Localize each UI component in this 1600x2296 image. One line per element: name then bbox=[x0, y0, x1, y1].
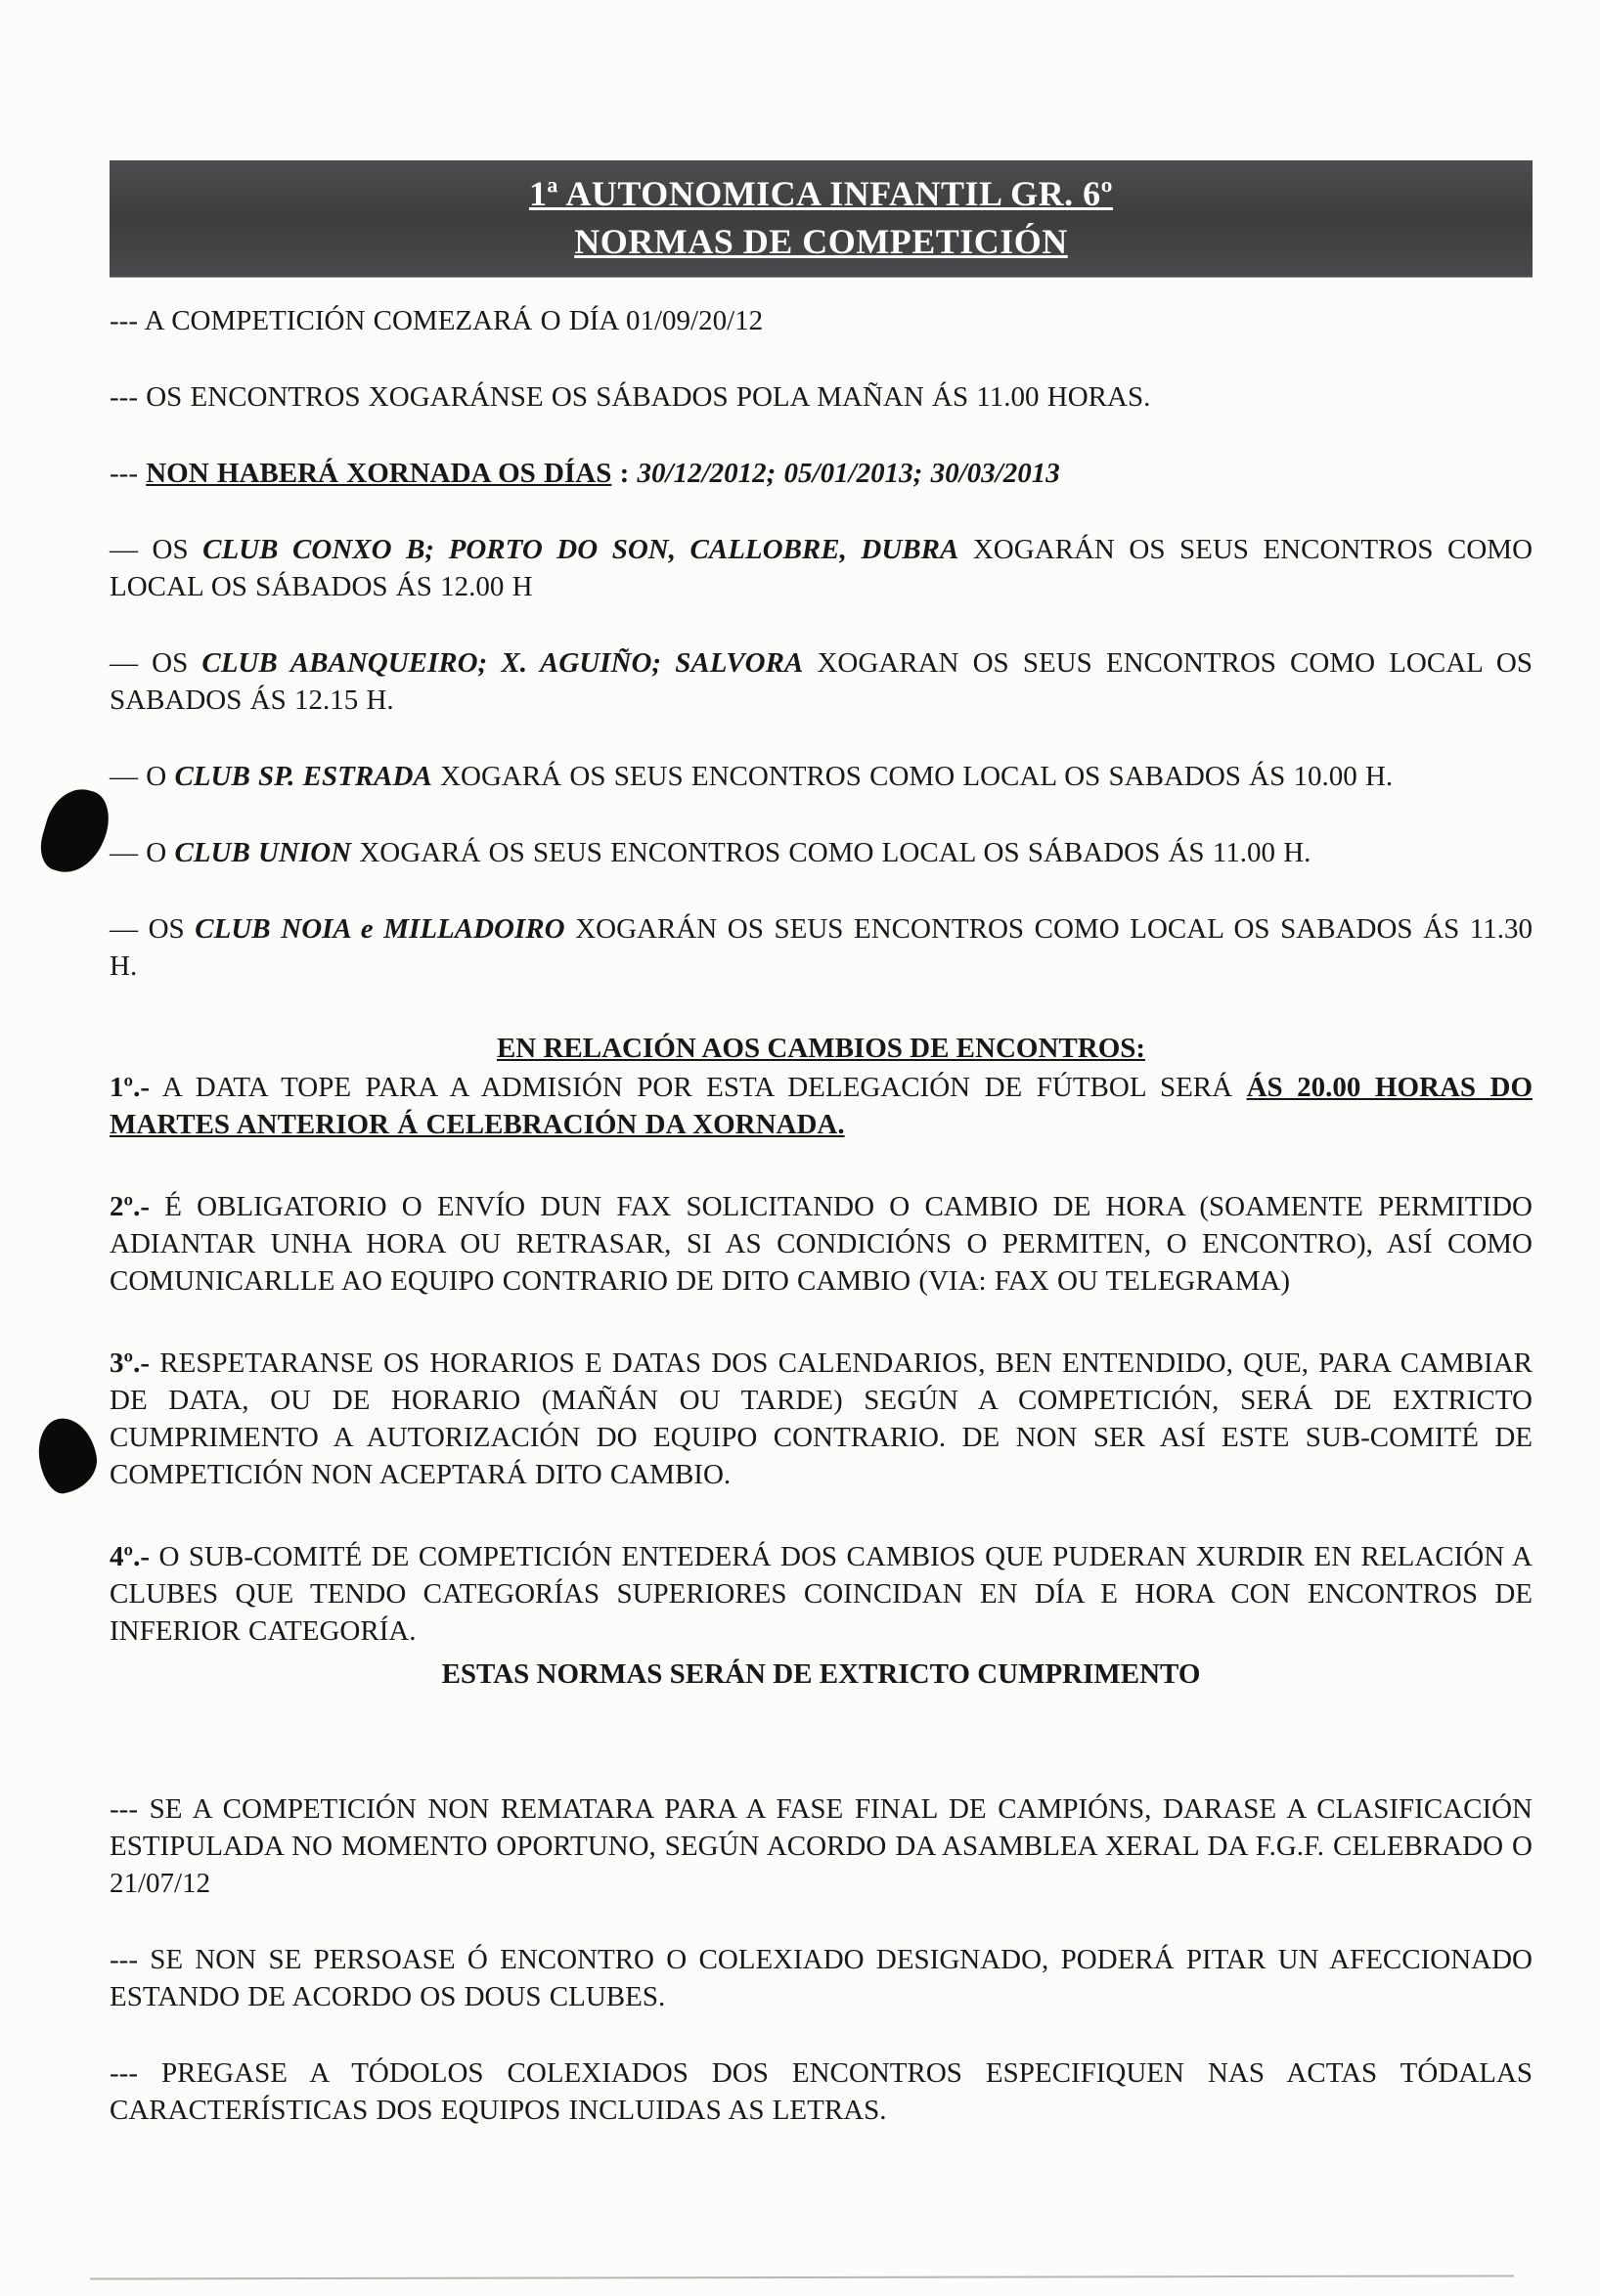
note-match-acts: --- PREGASE A TÓDOLOS COLEXIADOS DOS ENCONTROS ESPECIFIQUEN NAS ACTAS TÓDALAS CARACTERÍSTICAS DOS EQUIPOS INCLUIDAS AS LETRAS. bbox=[110, 2057, 1533, 2127]
club-names: CLUB SP. ESTRADA bbox=[174, 761, 432, 793]
club-names: CLUB NOIA e MILLADOIRO bbox=[195, 913, 565, 946]
paragraph-club-schedule-3 bbox=[110, 758, 1533, 795]
text-run: --- bbox=[110, 458, 147, 490]
scan-ink-blob bbox=[33, 1414, 102, 1497]
no-matchday-title: NON HABERÁ XORNADA OS DÍAS bbox=[146, 458, 612, 490]
scan-ink-blob bbox=[34, 781, 116, 881]
rule-number: 4º.- bbox=[110, 1541, 150, 1573]
text-run: XOGARÁN OS SEUS ENCONTROS COMO LOCAL OS SABADOS ÁS 11.30 H. bbox=[110, 913, 1533, 983]
text-run: : bbox=[611, 458, 638, 490]
note-classification: --- SE A COMPETICIÓN NON REMATARA PARA A FASE FINAL DE CAMPIÓNS, DARASE A CLASIFICACIÓN ESTIPULADA NO MOMENTO OPORTUNO, SEGÚN ACORDO DA ASAMBLEA XERAL DA F.G.F. CELEBRADO O 21/07/12 bbox=[110, 1793, 1533, 1900]
paragraph-club-schedule-5 bbox=[110, 910, 1533, 985]
text-run: A DATA TOPE PARA A ADMISIÓN POR ESTA DELEGACIÓN DE FÚTBOL SERÁ bbox=[149, 1072, 1247, 1104]
rule-number: 1º.- bbox=[110, 1072, 150, 1104]
paragraph-club-schedule-2 bbox=[110, 644, 1533, 719]
rule-3 bbox=[110, 1345, 1533, 1493]
section-heading-cambios: EN RELACIÓN AOS CAMBIOS DE ENCONTROS: bbox=[496, 1033, 1146, 1065]
rule-1 bbox=[110, 1069, 1533, 1143]
scan-edge-artifact bbox=[90, 2274, 1514, 2279]
club-names: CLUB CONXO B; PORTO DO SON, CALLOBRE, DUBRA bbox=[202, 534, 959, 566]
paragraph-club-schedule-1 bbox=[110, 531, 1533, 605]
paragraph-club-schedule-4 bbox=[110, 834, 1533, 871]
title-bar bbox=[110, 160, 1533, 277]
no-matchday-dates: 30/12/2012; 05/01/2013; 30/03/2013 bbox=[637, 458, 1060, 490]
paragraph-competition-start: --- A COMPETICIÓN COMEZARÁ O DÍA 01/09/20/12 bbox=[110, 305, 764, 337]
note-referee-substitute: --- SE NON SE PERSOASE Ó ENCONTRO O COLEXIADO DESIGNADO, PODERÁ PITAR UN AFECCIONADO ESTANDO DE ACORDO OS DOUS CLUBES. bbox=[110, 1944, 1533, 2013]
text-run: XOGARAN OS SEUS ENCONTROS COMO LOCAL OS SABADOS ÁS 12.15 H. bbox=[110, 647, 1533, 717]
text-run: XOGARÁ OS SEUS ENCONTROS COMO LOCAL OS SÁBADOS ÁS 11.00 H. bbox=[351, 837, 1311, 869]
text-run: — OS bbox=[110, 913, 196, 946]
document-subtitle: NORMAS DE COMPETICIÓN bbox=[574, 221, 1068, 261]
text-run: É OBLIGATORIO O ENVÍO DUN FAX SOLICITANDO O CAMBIO DE HORA (SOAMENTE PERMITIDO ADIANTAR UNHA HORA OU RETRASAR, SI AS CONDICIÓNS O PERMITEN, O ENCONTRO), ASÍ COMO COMUNICARLLE AO EQUIPO CONTRARIO DE DITO CAMBIO (VIA: FAX OU TELEGRAMA) bbox=[110, 1191, 1533, 1298]
text-run: — OS bbox=[110, 534, 203, 566]
rule-number: 2º.- bbox=[110, 1191, 150, 1223]
text-run: XOGARÁ OS SEUS ENCONTROS COMO LOCAL OS SABADOS ÁS 10.00 H. bbox=[431, 761, 1394, 793]
club-names: CLUB ABANQUEIRO; X. AGUIÑO; SALVORA bbox=[201, 647, 804, 680]
document-content bbox=[110, 160, 1533, 2129]
text-run: — O bbox=[110, 837, 175, 869]
text-run: RESPETARANSE OS HORARIOS E DATAS DOS CALENDARIOS, BEN ENTENDIDO, QUE, PARA CAMBIAR DE DATA, OU DE HORARIO (MAÑÁN OU TARDE) SEGÚN A COMPETICIÓN, SERÁ DE EXTRICTO CUMPRIMENTO A AUTORIZACIÓN DO EQUIPO CONTRARIO. DE NON SER ASÍ ESTE SUB-COMITÉ DE COMPETICIÓN NON ACEPTARÁ DITO CAMBIO. bbox=[110, 1347, 1533, 1491]
text-run: — O bbox=[110, 761, 175, 793]
text-run: XOGARÁN OS SEUS ENCONTROS COMO LOCAL OS SÁBADOS ÁS 12.00 H bbox=[110, 534, 1533, 603]
text-run: O SUB-COMITÉ DE COMPETICIÓN ENTEDERÁ DOS CAMBIOS QUE PUDERAN XURDIR EN RELACIÓN A CLUBES QUE TENDO CATEGORÍAS SUPERIORES COINCIDAN EN DÍA E HORA CON ENCONTROS DE INFERIOR CATEGORÍA. bbox=[110, 1541, 1533, 1648]
closing-statement: ESTAS NORMAS SERÁN DE EXTRICTO CUMPRIMENTO bbox=[441, 1658, 1201, 1691]
rule-deadline-emphasis: ÁS 20.00 HORAS DO MARTES ANTERIOR Á CELEBRACIÓN DA XORNADA. bbox=[110, 1072, 1533, 1141]
rule-2 bbox=[110, 1188, 1533, 1300]
rule-number: 3º.- bbox=[110, 1347, 150, 1380]
text-run: — OS bbox=[110, 647, 202, 680]
rule-4 bbox=[110, 1538, 1533, 1650]
club-names: CLUB UNION bbox=[174, 837, 352, 869]
paragraph-match-schedule: --- OS ENCONTROS XOGARÁNSE OS SÁBADOS POLA MAÑAN ÁS 11.00 HORAS. bbox=[110, 381, 1151, 414]
paragraph-no-matchday bbox=[110, 455, 1533, 492]
competition-title: 1ª AUTONOMICA INFANTIL GR. 6º bbox=[529, 174, 1113, 213]
